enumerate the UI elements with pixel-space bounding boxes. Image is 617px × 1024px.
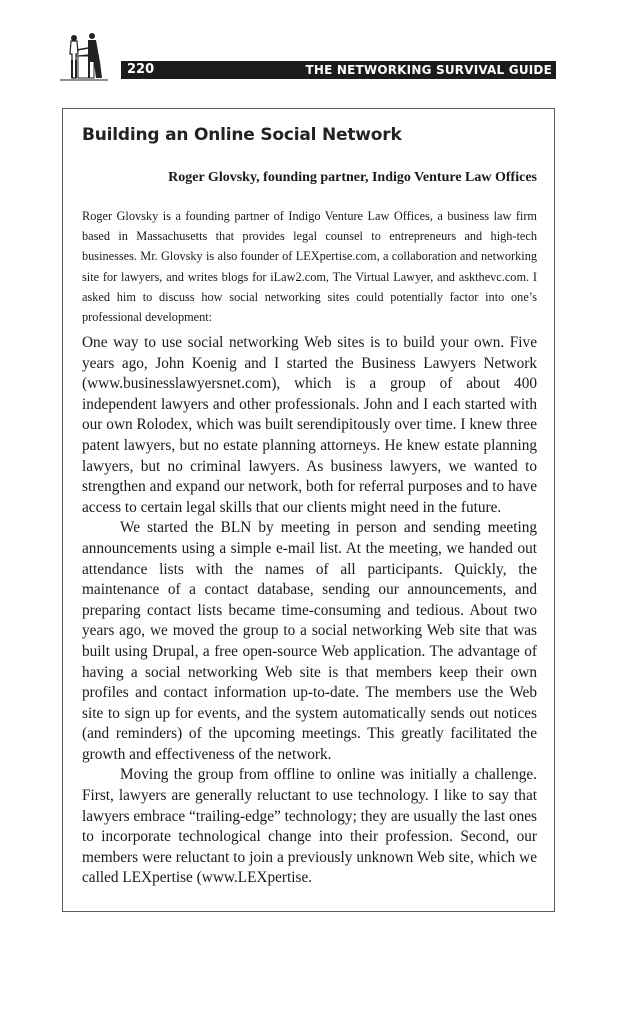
handshake-illustration-icon: [60, 32, 116, 82]
page-number: 220: [127, 62, 155, 77]
sidebar-title: Building an Online Social Network: [82, 125, 402, 145]
body-paragraph: One way to use social networking Web sites is to build your own. Five years ago, John Koenig and I started the Business Lawyers Network (www.businesslawyersnet.com), which is a group of about 400 independent lawyers and other professionals. John and I each started with our own Rolodex, which was built serendipitously over time. I knew three patent lawyers, but no estate planning attorneys. He knew estate planning lawyers, but no criminal lawyers. As business lawyers, we wanted to strengthen and expand our network, both for referral purposes and to have access to certain legal skills that our clients might need in the future.: [82, 334, 537, 516]
body-paragraph: We started the BLN by meeting in person and sending meeting announcements using a simple e-mail list. At the meeting, we handed out attendance lists with the names of all participants. Quickly, the maintenance of a contact database, sending our announcements, and preparing contact lists became time-consuming and tedious. About two years ago, we moved the group to a social networking Web site that was built using Drupal, a free open-source Web application. The advantage of having a social networking Web site is that members keep their own profiles and contact information up-to-date. The members use the Web site to sign up for events, and the system automatically sends out notices (and reminders) of the upcoming meetings. This greatly facilitated the growth and effectiveness of the network.: [82, 519, 537, 763]
sidebar-intro: Roger Glovsky is a founding partner of Indigo Venture Law Offices, a business law firm based in Massachusetts that provides legal counsel to entrepreneurs and high-tech businesses. Mr. Glovsky is also founder of LEXpertise.com, a collaboration and networking site for lawyers, and writes blogs for iLaw2.com, The Virtual Lawyer, and askthevc.com. I asked him to discuss how social networking sites could potentially factor into one’s professional development:: [82, 209, 537, 325]
running-title: THE NETWORKING SURVIVAL GUIDE: [305, 63, 552, 77]
sidebar-byline: Roger Glovsky, founding partner, Indigo Venture Law Offices: [168, 170, 537, 185]
running-header: [121, 61, 556, 79]
body-paragraph: Moving the group from offline to online was initially a challenge. First, lawyers are generally reluctant to use technology. I like to say that lawyers embrace “trailing-edge” technology; they are usually the last ones to incorporate technological change into their profession. Second, our members were reluctant to join a previously unknown Web site, which we called LEXpertise (www.LEXpertise.: [82, 766, 537, 887]
sidebar-body: [82, 333, 537, 889]
